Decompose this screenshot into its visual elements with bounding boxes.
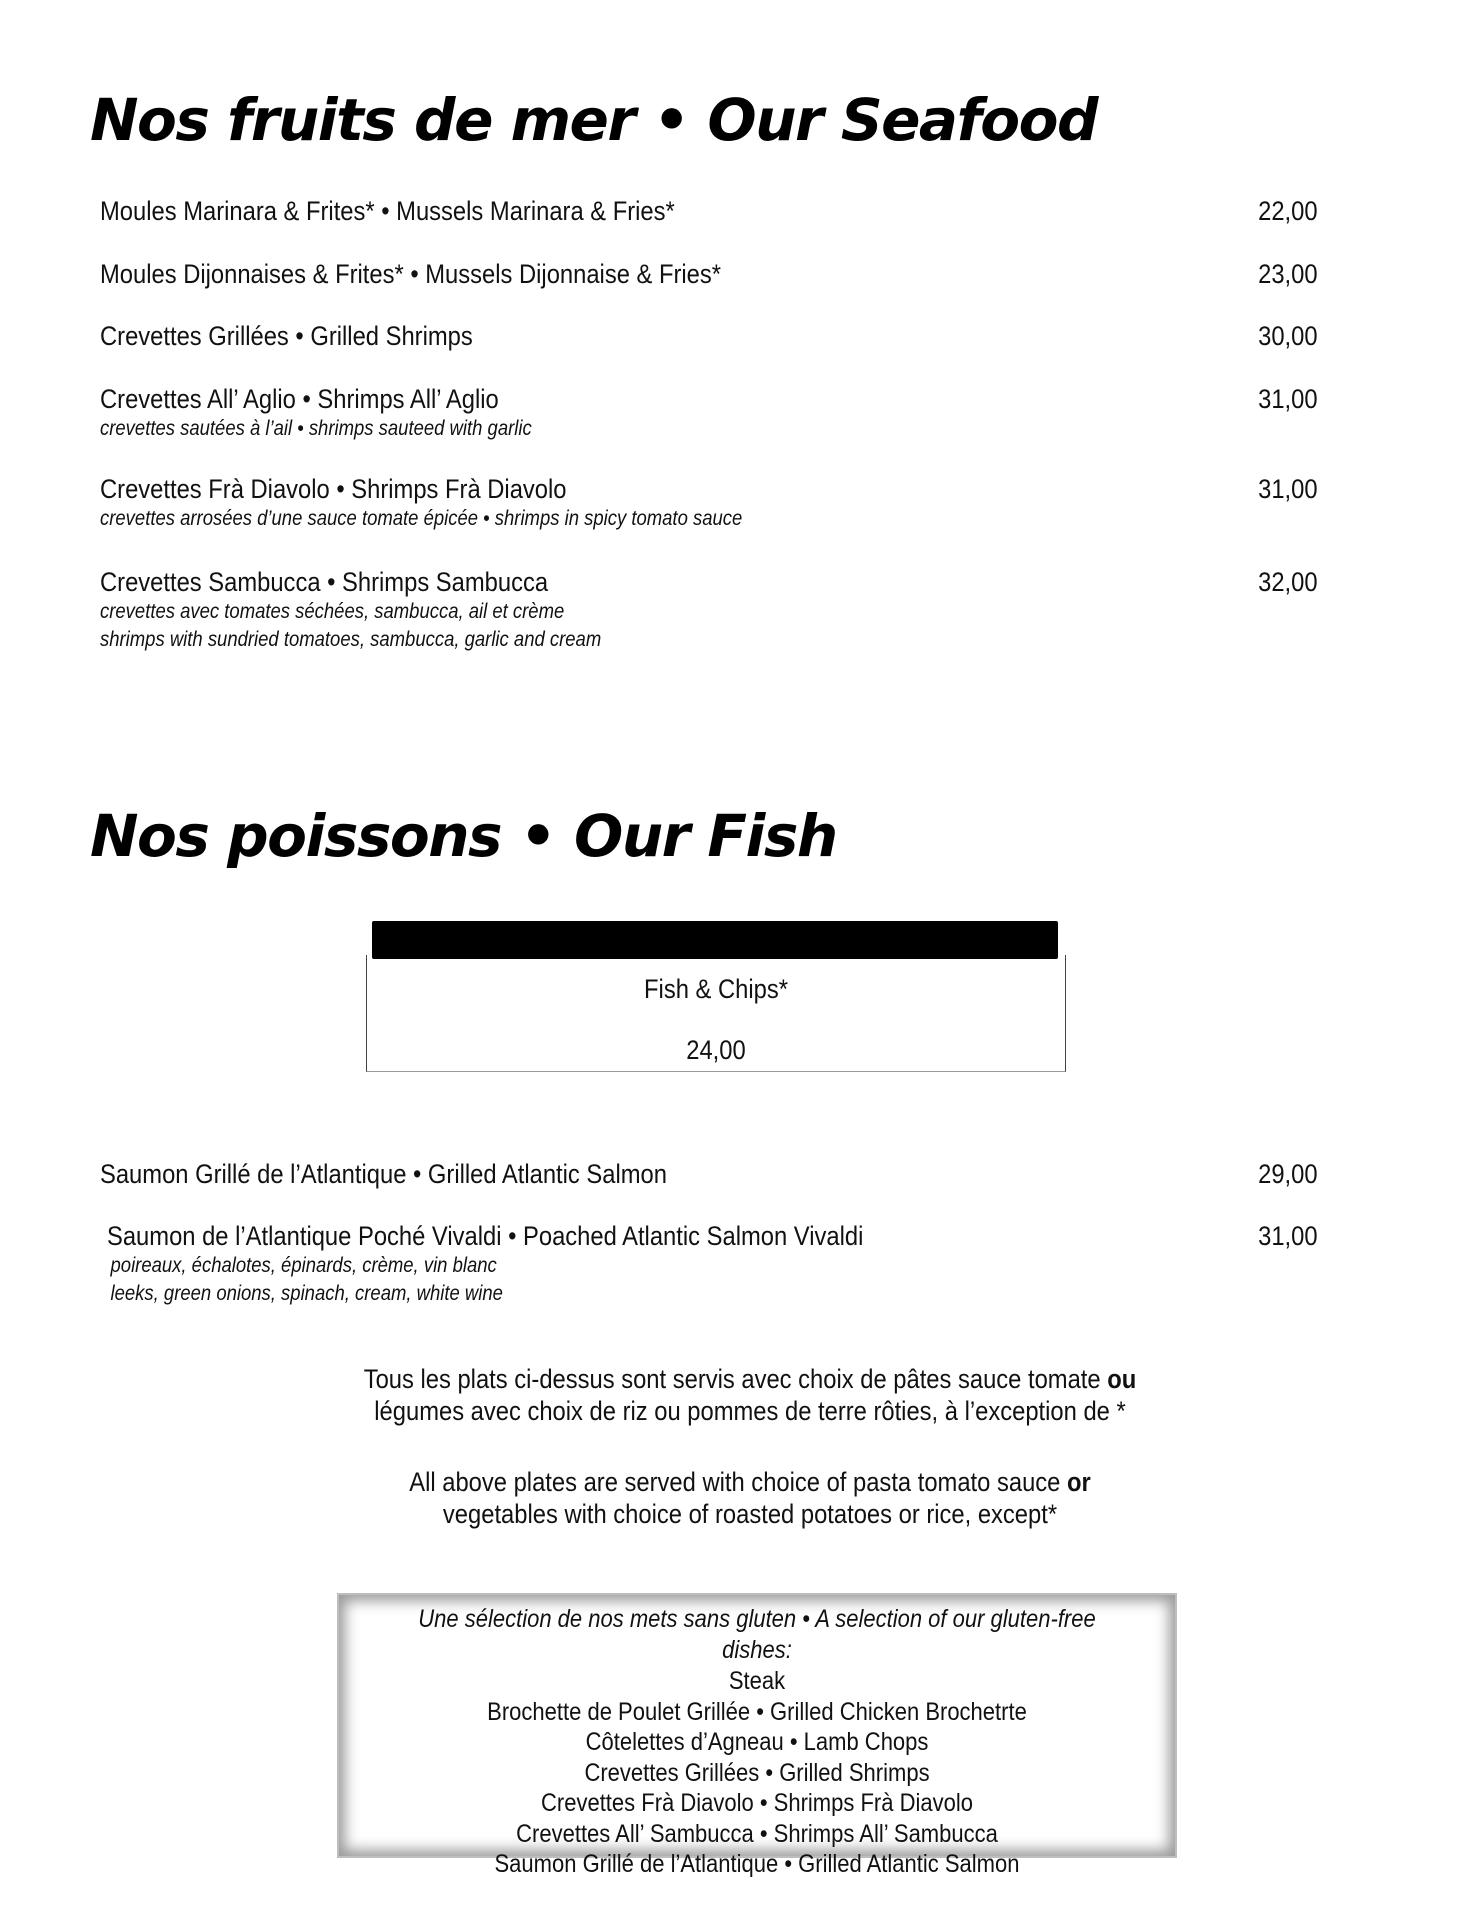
note-text: Tous les plats ci-dessus sont servis avec choix de pâtes sauce tomate (363, 1364, 1108, 1394)
menu-item (100, 567, 1318, 654)
menu-item (100, 259, 1318, 290)
gluten-free-box (337, 1593, 1177, 1878)
gluten-free-title: Une sélection de nos mets sans gluten • A selection of our gluten-free dishes: (418, 1605, 1096, 1664)
item-price: 29,00 (1258, 1159, 1318, 1189)
item-price: 31,00 (1258, 1221, 1318, 1251)
menu-item (100, 321, 1318, 352)
feature-header-bar (372, 921, 1058, 959)
item-description: leeks, green onions, spinach, cream, white wine (110, 1282, 503, 1305)
item-name: Crevettes Grillées • Grilled Shrimps (100, 321, 473, 351)
item-price: 22,00 (1258, 196, 1318, 226)
gluten-free-item: Crevettes Frà Diavolo • Shrimps Frà Diavolo (541, 1789, 973, 1817)
feature-box (366, 955, 1066, 1072)
item-price: 31,00 (1258, 384, 1318, 414)
menu-item (100, 474, 1318, 533)
note-text: vegetables with choice of roasted potatoes or rice, except* (442, 1499, 1058, 1529)
gluten-free-item: Steak (728, 1667, 786, 1695)
item-description: crevettes arrosées d’une sauce tomate épicée • shrimps in spicy tomato sauce (100, 507, 743, 530)
item-description: crevettes sautées à l’ail • shrimps sauteed with garlic (100, 417, 532, 440)
item-description: crevettes avec tomates séchées, sambucca, ail et crème (100, 600, 565, 623)
gluten-free-item: Crevettes Grillées • Grilled Shrimps (584, 1758, 930, 1787)
gluten-free-item: Crevettes All’ Sambucca • Shrimps All’ Sambucca (516, 1819, 998, 1848)
item-name: Saumon de l’Atlantique Poché Vivaldi • Poached Atlantic Salmon Vivaldi (107, 1221, 864, 1251)
note-text: légumes avec choix de riz ou pommes de terre rôties, à l’exception de * (374, 1396, 1126, 1426)
feature-price: 24,00 (686, 1035, 746, 1065)
gluten-free-item: Côtelettes d’Agneau • Lamb Chops (585, 1728, 929, 1756)
note-text: All above plates are served with choice of pasta tomato sauce (409, 1467, 1067, 1497)
item-price: 31,00 (1258, 474, 1318, 504)
menu-item (107, 1221, 1318, 1308)
item-name: Moules Marinara & Frites* • Mussels Marinara & Fries* (100, 196, 675, 226)
item-description: shrimps with sundried tomatoes, sambucca, garlic and cream (100, 628, 602, 651)
item-name: Crevettes All’ Aglio • Shrimps All’ Aglio (100, 384, 499, 414)
item-name: Crevettes Sambucca • Shrimps Sambucca (100, 567, 549, 597)
item-description: poireaux, échalotes, épinards, crème, vin blanc (110, 1254, 497, 1277)
gluten-free-item: Saumon Grillé de l’Atlantique • Grilled Atlantic Salmon (494, 1850, 1020, 1878)
fish-heading: Nos poissons • Our Fish (90, 802, 837, 870)
menu-item (100, 1159, 1318, 1190)
item-price: 32,00 (1258, 567, 1318, 597)
item-name: Saumon Grillé de l’Atlantique • Grilled Atlantic Salmon (100, 1159, 667, 1189)
item-name: Crevettes Frà Diavolo • Shrimps Frà Diavolo (100, 474, 567, 504)
gluten-free-item: Brochette de Poulet Grillée • Grilled Chicken Brochetrte (487, 1697, 1027, 1726)
note-emphasis: ou (1107, 1364, 1137, 1394)
note-french (300, 1363, 1200, 1427)
item-name: Moules Dijonnaises & Frites* • Mussels Dijonnaise & Fries* (100, 259, 722, 289)
menu-item (100, 196, 1318, 227)
note-emphasis: or (1066, 1467, 1091, 1497)
seafood-heading: Nos fruits de mer • Our Seafood (90, 86, 1098, 154)
feature-name: Fish & Chips* (644, 974, 788, 1004)
item-price: 30,00 (1258, 321, 1318, 351)
item-price: 23,00 (1258, 259, 1318, 289)
note-english (300, 1466, 1200, 1530)
menu-item (100, 384, 1318, 443)
